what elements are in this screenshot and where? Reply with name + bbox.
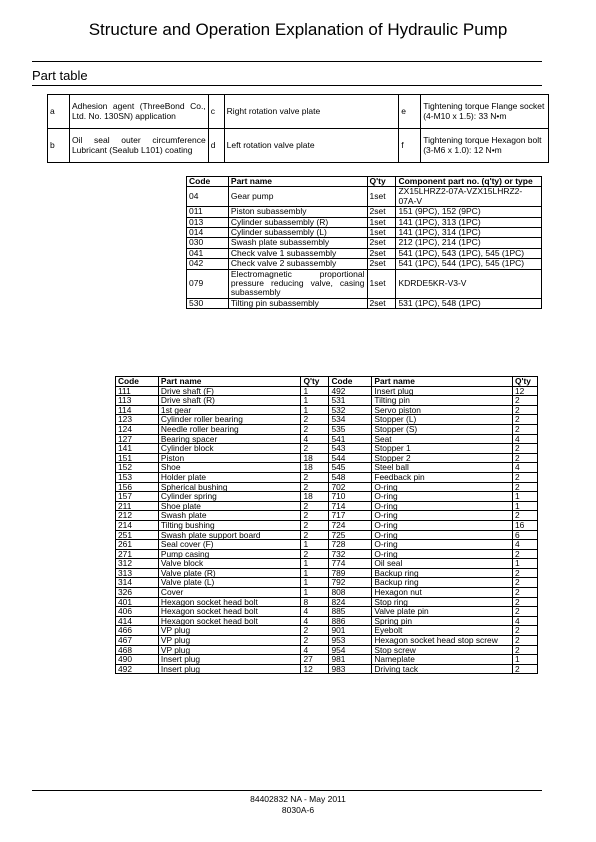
part-name: Valve plate (R) (158, 568, 301, 578)
part-code: 271 (116, 549, 159, 559)
page-title: Structure and Operation Explanation of Hydraulic Pump (88, 20, 508, 39)
part-quantity: 2 (512, 482, 537, 492)
part-name: Cylinder block (158, 444, 301, 454)
part-code: 113 (116, 396, 159, 406)
legend-description: Adhesion agent (ThreeBond Co., Ltd. No. 130SN) application (69, 95, 208, 129)
part-code: 714 (329, 501, 372, 511)
part-code: 401 (116, 597, 159, 607)
part-name: Shoe (158, 463, 301, 473)
part-name: VP plug (158, 636, 301, 646)
legend-description: Tightening torque Flange socket (4-M10 x 1.5): 33 N•m (421, 95, 549, 129)
part-name: Tilting bushing (158, 520, 301, 530)
part-name: Stopper (L) (372, 415, 513, 425)
subassembly-table (186, 176, 542, 309)
part-code: 212 (116, 511, 159, 521)
component-part-numbers: 141 (1PC), 313 (1PC) (396, 217, 542, 227)
part-quantity: 1 (301, 386, 329, 396)
part-quantity: 27 (301, 655, 329, 665)
part-quantity: 4 (512, 616, 537, 626)
part-quantity: 2 (301, 549, 329, 559)
column-header: Part name (228, 177, 367, 187)
part-name: Stopper 1 (372, 444, 513, 454)
part-quantity: 1 (301, 559, 329, 569)
part-code: 541 (329, 434, 372, 444)
part-code: 467 (116, 636, 159, 646)
part-quantity: 4 (301, 616, 329, 626)
part-quantity: 1 (512, 655, 537, 665)
part-quantity: 6 (512, 530, 537, 540)
part-name: VP plug (158, 645, 301, 655)
part-code: 041 (187, 248, 229, 258)
part-name: O-ring (372, 520, 513, 530)
table-row (116, 492, 538, 502)
part-quantity: 2 (512, 472, 537, 482)
part-quantity: 2 (512, 626, 537, 636)
part-quantity: 2 (301, 415, 329, 425)
part-quantity: 2set (367, 298, 396, 308)
part-code: 545 (329, 463, 372, 473)
part-quantity: 2 (512, 568, 537, 578)
part-code: 901 (329, 626, 372, 636)
part-code: 123 (116, 415, 159, 425)
part-name: Hexagon socket head bolt (158, 616, 301, 626)
part-quantity: 4 (301, 434, 329, 444)
part-name: Spring pin (372, 616, 513, 626)
component-part-numbers: 541 (1PC), 544 (1PC), 545 (1PC) (396, 259, 542, 269)
part-quantity: 18 (301, 463, 329, 473)
part-quantity: 1 (301, 588, 329, 598)
part-quantity: 4 (512, 540, 537, 550)
part-quantity: 1set (367, 187, 396, 207)
part-code: 728 (329, 540, 372, 550)
part-name: Swash plate subassembly (228, 238, 367, 248)
part-code: 466 (116, 626, 159, 636)
part-name: Tilting pin (372, 396, 513, 406)
part-name: Hexagon socket head bolt (158, 597, 301, 607)
part-code: 156 (116, 482, 159, 492)
part-name: Insert plug (158, 664, 301, 674)
part-code: 885 (329, 607, 372, 617)
table-row (116, 444, 538, 454)
part-code: 725 (329, 530, 372, 540)
part-name: Feedback pin (372, 472, 513, 482)
legend-row (48, 95, 549, 129)
part-quantity: 2 (512, 664, 537, 674)
part-quantity: 12 (512, 386, 537, 396)
part-name: Drive shaft (R) (158, 396, 301, 406)
legend-key: c (208, 95, 224, 129)
part-quantity: 2 (512, 396, 537, 406)
part-code: 808 (329, 588, 372, 598)
footer-page-number: 8030A-6 (281, 805, 315, 815)
part-name: Shoe plate (158, 501, 301, 511)
part-name: Hexagon socket head stop screw (372, 636, 513, 646)
part-name: Valve plate pin (372, 607, 513, 617)
part-quantity: 4 (301, 645, 329, 655)
part-code: 531 (329, 396, 372, 406)
part-quantity: 2 (512, 636, 537, 646)
column-header: Code (116, 377, 159, 387)
part-code: 04 (187, 187, 229, 207)
part-quantity: 2 (512, 444, 537, 454)
part-name: Valve block (158, 559, 301, 569)
part-name: Insert plug (372, 386, 513, 396)
part-code: 535 (329, 424, 372, 434)
table-row (187, 228, 542, 238)
part-quantity: 2set (367, 259, 396, 269)
part-code: 953 (329, 636, 372, 646)
component-part-numbers: KDRDE5KR-V3-V (396, 269, 542, 298)
column-header: Q'ty (512, 377, 537, 387)
section-title: Part table (32, 68, 88, 83)
part-name: O-ring (372, 511, 513, 521)
part-code: 530 (187, 298, 229, 308)
part-code: 251 (116, 530, 159, 540)
part-quantity: 2 (301, 520, 329, 530)
part-code: 468 (116, 645, 159, 655)
part-quantity: 1set (367, 269, 396, 298)
part-quantity: 2 (301, 511, 329, 521)
part-quantity: 16 (512, 520, 537, 530)
part-code: 490 (116, 655, 159, 665)
part-name: Tilting pin subassembly (228, 298, 367, 308)
part-name: VP plug (158, 626, 301, 636)
part-name: Holder plate (158, 472, 301, 482)
table-row (116, 472, 538, 482)
part-quantity: 2 (301, 636, 329, 646)
column-header: Q'ty (301, 377, 329, 387)
part-code: 789 (329, 568, 372, 578)
part-code: 011 (187, 207, 229, 217)
part-name: Eyebolt (372, 626, 513, 636)
part-name: Hexagon socket head bolt (158, 607, 301, 617)
legend-table (47, 94, 549, 163)
title-rule (32, 61, 542, 62)
part-name: Spherical bushing (158, 482, 301, 492)
part-code: 326 (116, 588, 159, 598)
part-name: Servo piston (372, 405, 513, 415)
part-code: 211 (116, 501, 159, 511)
column-header: Code (329, 377, 372, 387)
part-code: 313 (116, 568, 159, 578)
column-header: Q'ty (367, 177, 396, 187)
legend-description: Tightening torque Hexagon bolt (3-M6 x 1.0): 12 N•m (421, 129, 549, 163)
part-quantity: 2 (512, 415, 537, 425)
part-name: Piston (158, 453, 301, 463)
part-code: 312 (116, 559, 159, 569)
table-row (116, 588, 538, 598)
part-name: Backup ring (372, 578, 513, 588)
part-quantity: 1 (512, 559, 537, 569)
footer-doc-number: 84402832 NA - May 2011 (250, 794, 346, 804)
component-part-numbers: 151 (9PC), 152 (9PC) (396, 207, 542, 217)
table-row (187, 187, 542, 207)
part-name: Gear pump (228, 187, 367, 207)
part-code: 492 (329, 386, 372, 396)
part-name: Steel ball (372, 463, 513, 473)
part-name: O-ring (372, 549, 513, 559)
part-quantity: 2 (512, 607, 537, 617)
part-name: O-ring (372, 492, 513, 502)
part-quantity: 2 (512, 424, 537, 434)
parts-table (115, 376, 538, 674)
part-quantity: 2set (367, 238, 396, 248)
part-name: Seal cover (F) (158, 540, 301, 550)
table-row (116, 559, 538, 569)
part-name: O-ring (372, 501, 513, 511)
part-code: 544 (329, 453, 372, 463)
part-code: 532 (329, 405, 372, 415)
part-quantity: 4 (512, 434, 537, 444)
part-name: Check valve 2 subassembly (228, 259, 367, 269)
part-quantity: 2set (367, 207, 396, 217)
part-name: Cylinder subassembly (R) (228, 217, 367, 227)
part-code: 214 (116, 520, 159, 530)
part-quantity: 2 (512, 588, 537, 598)
legend-description: Right rotation valve plate (224, 95, 399, 129)
legend-key: b (48, 129, 70, 163)
part-quantity: 2 (301, 626, 329, 636)
legend-key: d (208, 129, 224, 163)
legend-key: a (48, 95, 70, 129)
part-name: Drive shaft (F) (158, 386, 301, 396)
part-name: O-ring (372, 530, 513, 540)
part-name: Driving tack (372, 664, 513, 674)
part-code: 261 (116, 540, 159, 550)
part-code: 111 (116, 386, 159, 396)
column-header: Part name (372, 377, 513, 387)
part-quantity: 2 (512, 645, 537, 655)
table-row (116, 607, 538, 617)
part-quantity: 2 (512, 405, 537, 415)
part-quantity: 2 (512, 597, 537, 607)
part-code: 042 (187, 259, 229, 269)
part-code: 792 (329, 578, 372, 588)
component-part-numbers: ZX15LHRZ2-07A-VZX15LHRZ2-07A-V (396, 187, 542, 207)
part-name: Backup ring (372, 568, 513, 578)
table-row (187, 269, 542, 298)
part-name: O-ring (372, 482, 513, 492)
part-name: Stop screw (372, 645, 513, 655)
part-name: Bearing spacer (158, 434, 301, 444)
table-row (116, 636, 538, 646)
legend-row (48, 129, 549, 163)
part-name: Swash plate (158, 511, 301, 521)
table-row (187, 248, 542, 258)
part-code: 153 (116, 472, 159, 482)
part-name: Pump casing (158, 549, 301, 559)
part-quantity: 12 (301, 664, 329, 674)
legend-key: e (399, 95, 421, 129)
part-quantity: 1 (301, 578, 329, 588)
part-name: Nameplate (372, 655, 513, 665)
part-code: 492 (116, 664, 159, 674)
part-code: 717 (329, 511, 372, 521)
part-name: Oil seal (372, 559, 513, 569)
table-row (187, 207, 542, 217)
component-part-numbers: 212 (1PC), 214 (1PC) (396, 238, 542, 248)
part-name: Electromagnetic proportional pressure reducing valve, casing subassembly (228, 269, 367, 298)
legend-description: Oil seal outer circumference Lubricant (Sealub L101) coating (69, 129, 208, 163)
part-name: Needle roller bearing (158, 424, 301, 434)
legend-key: f (399, 129, 421, 163)
component-part-numbers: 531 (1PC), 548 (1PC) (396, 298, 542, 308)
part-code: 886 (329, 616, 372, 626)
part-quantity: 18 (301, 492, 329, 502)
part-code: 724 (329, 520, 372, 530)
section-rule (32, 85, 542, 86)
part-quantity: 2 (512, 511, 537, 521)
part-name: Stopper 2 (372, 453, 513, 463)
table-row (116, 511, 538, 521)
part-name: Cylinder subassembly (L) (228, 228, 367, 238)
part-code: 314 (116, 578, 159, 588)
part-name: 1st gear (158, 405, 301, 415)
part-quantity: 2 (301, 482, 329, 492)
component-part-numbers: 541 (1PC), 543 (1PC), 545 (1PC) (396, 248, 542, 258)
part-name: Stopper (S) (372, 424, 513, 434)
part-code: 406 (116, 607, 159, 617)
part-name: Valve plate (L) (158, 578, 301, 588)
part-code: 548 (329, 472, 372, 482)
part-code: 543 (329, 444, 372, 454)
part-code: 774 (329, 559, 372, 569)
part-code: 013 (187, 217, 229, 227)
table-row (187, 217, 542, 227)
column-header: Part name (158, 377, 301, 387)
part-quantity: 2 (512, 549, 537, 559)
part-quantity: 18 (301, 453, 329, 463)
part-code: 079 (187, 269, 229, 298)
part-code: 710 (329, 492, 372, 502)
component-part-numbers: 141 (1PC), 314 (1PC) (396, 228, 542, 238)
table-row (116, 396, 538, 406)
part-name: Cylinder spring (158, 492, 301, 502)
part-name: O-ring (372, 540, 513, 550)
part-quantity: 2 (512, 578, 537, 588)
part-code: 954 (329, 645, 372, 655)
part-quantity: 8 (301, 597, 329, 607)
part-code: 141 (116, 444, 159, 454)
table-row (116, 664, 538, 674)
column-header: Component part no. (q'ty) or type (396, 177, 542, 187)
part-code: 732 (329, 549, 372, 559)
part-name: Insert plug (158, 655, 301, 665)
part-code: 127 (116, 434, 159, 444)
part-quantity: 1 (301, 540, 329, 550)
part-quantity: 2 (301, 472, 329, 482)
table-row (116, 520, 538, 530)
part-code: 114 (116, 405, 159, 415)
table-row (116, 463, 538, 473)
table-row (187, 298, 542, 308)
table-row (116, 655, 538, 665)
footer-rule (32, 790, 542, 791)
part-code: 414 (116, 616, 159, 626)
part-quantity: 1 (301, 405, 329, 415)
part-name: Swash plate support board (158, 530, 301, 540)
part-code: 824 (329, 597, 372, 607)
legend-description: Left rotation valve plate (224, 129, 399, 163)
part-quantity: 2 (301, 424, 329, 434)
part-quantity: 4 (301, 607, 329, 617)
part-name: Stop ring (372, 597, 513, 607)
part-name: Hexagon nut (372, 588, 513, 598)
part-name: Check valve 1 subassembly (228, 248, 367, 258)
part-code: 014 (187, 228, 229, 238)
part-name: Seat (372, 434, 513, 444)
part-code: 124 (116, 424, 159, 434)
part-quantity: 1 (301, 568, 329, 578)
part-quantity: 1set (367, 217, 396, 227)
part-code: 152 (116, 463, 159, 473)
part-quantity: 2set (367, 248, 396, 258)
part-code: 983 (329, 664, 372, 674)
part-quantity: 1set (367, 228, 396, 238)
part-code: 030 (187, 238, 229, 248)
table-row (116, 424, 538, 434)
part-quantity: 1 (301, 396, 329, 406)
table-row (116, 540, 538, 550)
part-quantity: 2 (301, 530, 329, 540)
part-quantity: 2 (512, 453, 537, 463)
part-code: 157 (116, 492, 159, 502)
part-quantity: 2 (301, 501, 329, 511)
table-row (187, 259, 542, 269)
part-code: 702 (329, 482, 372, 492)
part-quantity: 1 (512, 501, 537, 511)
table-row (187, 238, 542, 248)
part-quantity: 2 (301, 444, 329, 454)
part-name: Cover (158, 588, 301, 598)
part-code: 151 (116, 453, 159, 463)
part-quantity: 1 (512, 492, 537, 502)
column-header: Code (187, 177, 229, 187)
part-name: Cylinder roller bearing (158, 415, 301, 425)
part-quantity: 4 (512, 463, 537, 473)
part-code: 981 (329, 655, 372, 665)
part-code: 534 (329, 415, 372, 425)
part-name: Piston subassembly (228, 207, 367, 217)
